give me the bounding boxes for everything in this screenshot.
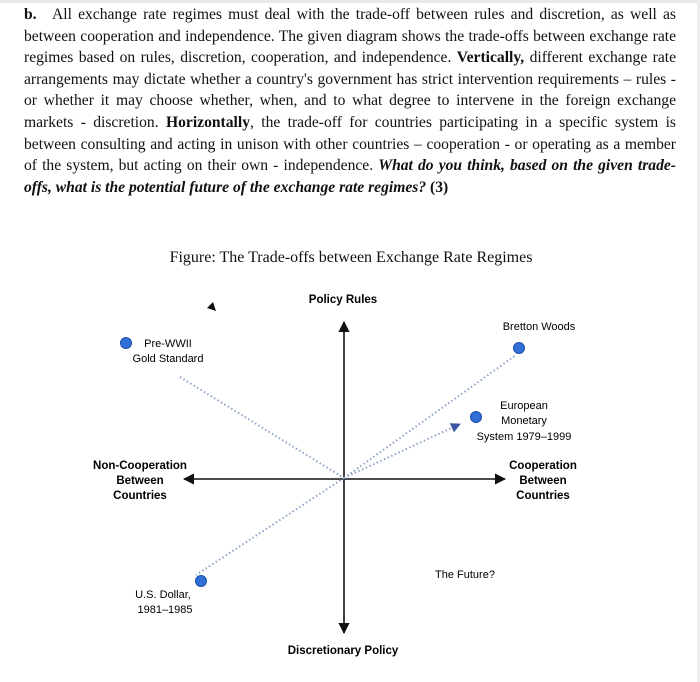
label-the-future: The Future? [435, 569, 495, 581]
horizontal-text: , the trade-off for countries participating in a specific system is between consulting and acting in unison with other countries – cooperation - or operating as a member of the system, but acting on their own - independence. [24, 113, 676, 175]
point-ems [471, 412, 482, 423]
question-label: b. [24, 6, 37, 23]
label-pre-wwii-line2: Gold Standard [132, 353, 204, 365]
label-ems-line2: Monetary [501, 415, 547, 427]
axis-label-left-line3: Countries [113, 490, 167, 502]
label-ems-line3: System 1979–1999 [476, 431, 572, 443]
label-bretton-woods: Bretton Woods [502, 321, 576, 333]
axis-label-top: Policy Rules [308, 294, 378, 306]
label-ems-line1: European [500, 400, 548, 412]
axis-label-bottom: Discretionary Policy [287, 645, 399, 657]
axis-label-left-line1: Non-Cooperation [93, 460, 187, 472]
point-bretton-woods [514, 343, 525, 354]
path-pre-wwii [180, 377, 344, 478]
axis-label-left-line2: Between [116, 475, 164, 487]
question-prompt: What do you think, based on the given trade-offs, what is the potential future of the exchange rate regimes? [24, 157, 676, 196]
axis-label-right-line2: Between [519, 475, 567, 487]
label-us-dollar-line2: 1981–1985 [137, 604, 193, 616]
point-pre-wwii [121, 338, 132, 349]
path-bretton-woods [344, 355, 516, 478]
cursor-mark-icon [207, 302, 216, 311]
paragraph-intro: All exchange rate regimes must deal with the trade-off between rules and discretion, as well as between cooperation and independence. The given diagram shows the trade-offs between exchange rate regimes based on rules, discretion, cooperation, and independence. [24, 6, 676, 67]
question-marks: (3) [430, 178, 449, 196]
vertical-heading: Vertically, [456, 49, 525, 67]
path-ems [344, 424, 460, 478]
figure-caption-text: Figure: The Trade-offs between Exchange Rate Regimes [169, 249, 533, 266]
path-us-dollar [196, 478, 344, 575]
axis-label-right-line1: Cooperation [509, 460, 577, 472]
label-pre-wwii-line1: Pre-WWII [144, 338, 192, 350]
horizontal-heading: Horizontally [165, 113, 250, 131]
axis-label-right-line3: Countries [516, 490, 570, 502]
vertical-text: different exchange rate arrangements may dictate whether a country's government has strict intervention requirements – rules - or whether it may choose whether, when, and to what degree to intervene in the foreign exchange markets - discretion. [24, 49, 676, 131]
label-us-dollar-line1: U.S. Dollar, [135, 589, 191, 601]
point-us-dollar [196, 576, 207, 587]
